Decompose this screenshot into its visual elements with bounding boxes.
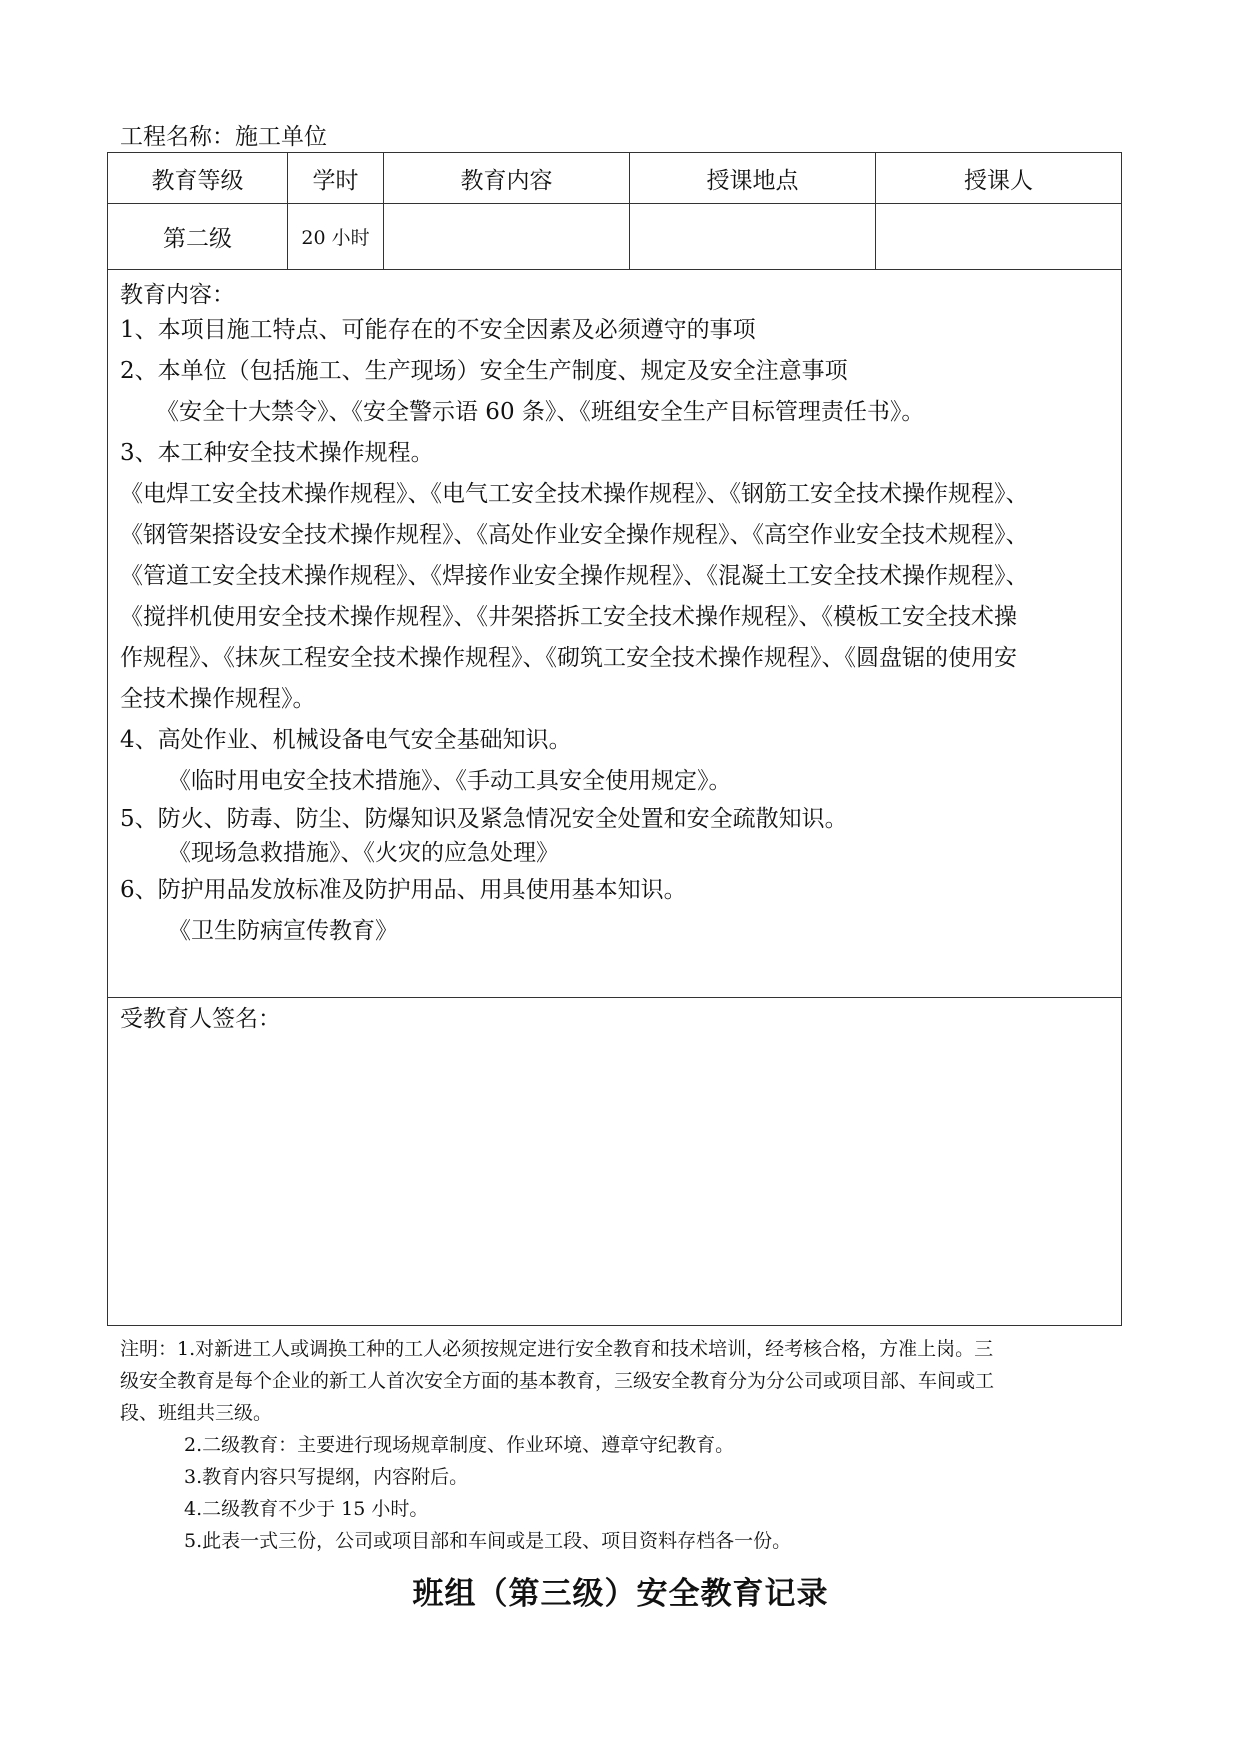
content-item: 2、本单位（包括施工、生产现场）安全生产制度、规定及安全注意事项 <box>120 358 848 384</box>
note-line: 4.二级教育不少于 15 小时。 <box>184 1498 429 1520</box>
content-item: 全技术操作规程》。 <box>120 686 316 712</box>
cell-location[interactable] <box>630 204 876 270</box>
signature-row <box>108 998 1122 1326</box>
table-row <box>108 204 1122 270</box>
content-item: 《电焊工安全技术操作规程》、《电气工安全技术操作规程》、《钢筋工安全技术操作规程》、 <box>120 481 1029 507</box>
project-name-line: 工程名称：施工单位 <box>120 124 327 150</box>
note-line: 5.此表一式三份，公司或项目部和车间或是工段、项目资料存档各一份。 <box>184 1530 792 1552</box>
content-heading: 教育内容： <box>120 282 235 308</box>
header-location: 授课地点 <box>630 153 876 204</box>
note-line: 段、班组共三级。 <box>120 1402 273 1424</box>
content-item: 《现场急救措施》、《火灾的应急处理》 <box>168 840 559 866</box>
next-section-title: 班组（第三级）安全教育记录 <box>412 1576 829 1612</box>
cell-hours: 20 小时 <box>288 204 384 270</box>
header-education-level: 教育等级 <box>108 153 288 204</box>
education-record-table <box>107 152 1122 1326</box>
header-education-content: 教育内容 <box>384 153 630 204</box>
content-block <box>108 270 1121 952</box>
content-item: 3、本工种安全技术操作规程。 <box>120 440 434 466</box>
note-line: 3.教育内容只写提纲，内容附后。 <box>184 1466 469 1488</box>
note-line: 级安全教育是每个企业的新工人首次安全方面的基本教育，三级安全教育分为分公司或项目部、车间或工 <box>120 1370 995 1392</box>
header-hours: 学时 <box>288 153 384 204</box>
content-item: 《管道工安全技术操作规程》、《焊接作业安全操作规程》、《混凝土工安全技术操作规程》、 <box>120 563 1029 589</box>
note-line: 2.二级教育：主要进行现场规章制度、作业环境、遵章守纪教育。 <box>184 1434 735 1456</box>
content-item: 《安全十大禁令》、《安全警示语 60 条》、《班组安全生产目标管理责任书》。 <box>156 399 925 425</box>
content-item: 4、高处作业、机械设备电气安全基础知识。 <box>120 727 572 753</box>
content-row <box>108 270 1122 998</box>
header-teacher: 授课人 <box>876 153 1122 204</box>
content-item: 作规程》、《抹灰工程安全技术操作规程》、《砌筑工安全技术操作规程》、《圆盘锯的使用安 <box>120 645 1017 671</box>
content-item: 《临时用电安全技术措施》、《手动工具安全使用规定》。 <box>168 768 732 794</box>
content-item: 5、防火、防毒、防尘、防爆知识及紧急情况安全处置和安全疏散知识。 <box>120 806 848 832</box>
content-item: 1、本项目施工特点、可能存在的不安全因素及必须遵守的事项 <box>120 317 756 343</box>
content-item: 6、防护用品发放标准及防护用品、用具使用基本知识。 <box>120 877 687 903</box>
cell-teacher[interactable] <box>876 204 1122 270</box>
signature-label: 受教育人签名： <box>120 1006 281 1032</box>
signature-cell[interactable] <box>108 998 1122 1326</box>
cell-level: 第二级 <box>108 204 288 270</box>
table-header-row <box>108 153 1122 204</box>
note-line: 注明：1.对新进工人或调换工种的工人必须按规定进行安全教育和技术培训，经考核合格，方准上岗。三 <box>120 1338 994 1360</box>
content-item: 《搅拌机使用安全技术操作规程》、《井架搭拆工安全技术操作规程》、《模板工安全技术操 <box>120 604 1017 630</box>
content-item: 《钢管架搭设安全技术操作规程》、《高处作业安全操作规程》、《高空作业安全技术规程》、 <box>120 522 1029 548</box>
cell-content[interactable] <box>384 204 630 270</box>
content-item: 《卫生防病宣传教育》 <box>168 918 398 944</box>
content-cell <box>108 270 1122 998</box>
notes-block <box>120 1333 1136 1557</box>
